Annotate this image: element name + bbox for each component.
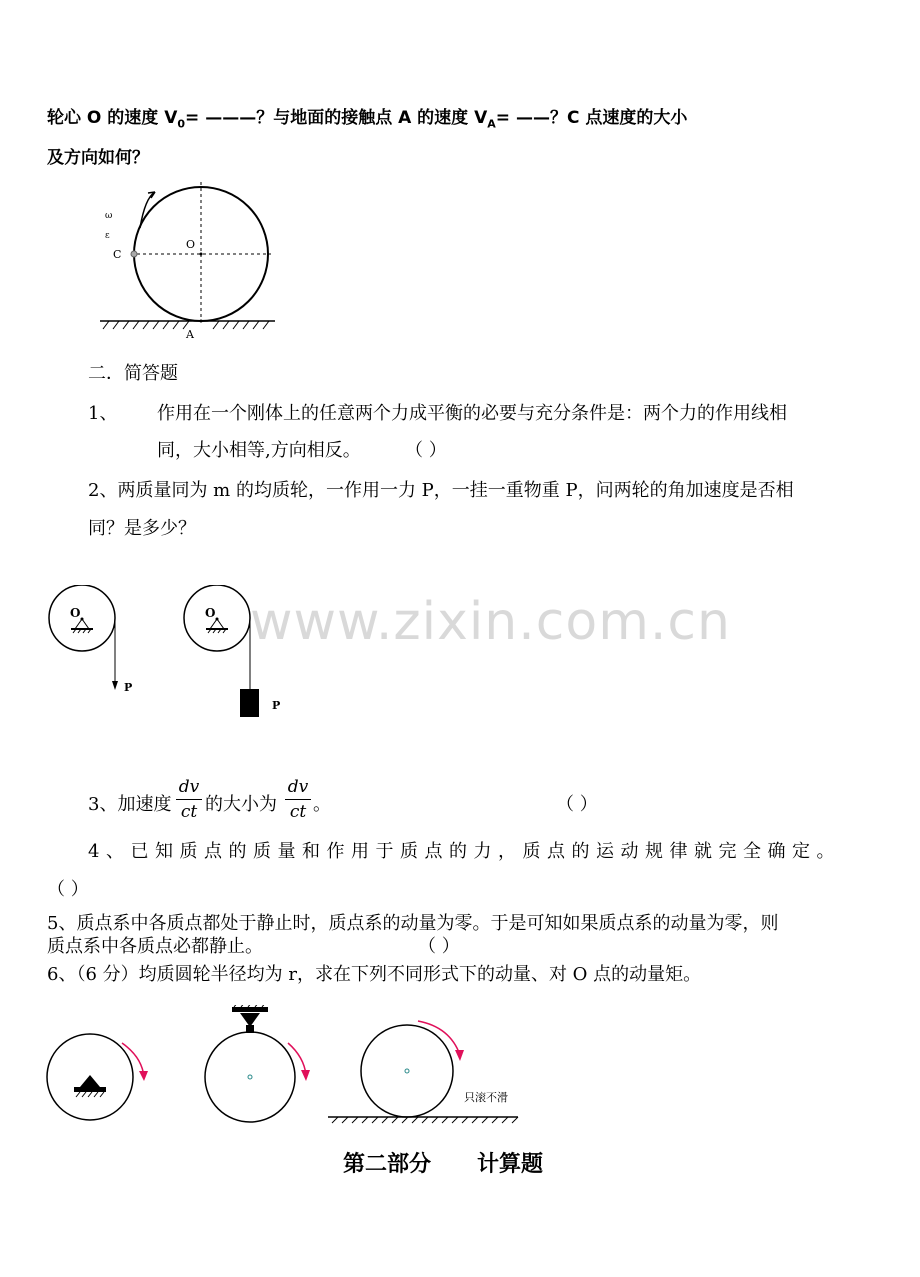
wheel-3-center-dot (405, 1069, 409, 1073)
q3-frac2-denominator: ct (289, 802, 307, 822)
wheel-2-rotation-arrow-icon (301, 1070, 310, 1081)
label-a: A (186, 328, 194, 341)
q1-line1: 作用在一个刚体上的任意两个力成平衡的必要与充分条件是：两个力的作用线相 (157, 403, 787, 424)
three-wheels-figure (40, 1005, 540, 1130)
left-label-p: P (124, 681, 133, 694)
top-question-line1: 轮心 O 的速度 $V_0=$ ———？与地面的接触点 A 的速度 $V_A=$ ——？C 点速度的大小 (47, 108, 688, 131)
wheel-2-center-dot (248, 1075, 252, 1079)
q1-answer-bracket: （ ） (405, 440, 447, 461)
q4-answer-bracket: （ ） (47, 879, 89, 900)
q3-prefix: 3、加速度 (88, 794, 172, 815)
wheel-2-pin-icon (240, 1013, 260, 1027)
q3-frac1-numerator: dv (178, 777, 200, 797)
q1-number: 1、 (88, 403, 118, 424)
wheel-1-hatch-icon (76, 1092, 104, 1097)
rolling-without-slipping-label: 只滚不滑 (464, 1091, 508, 1104)
q1-line2: 同，大小相等,方向相反。 (157, 440, 361, 461)
wheel-3-ground-hatch-icon (332, 1117, 518, 1123)
q5-answer-bracket: （ ） (418, 936, 460, 957)
q2-line1: 2、两质量同为 m 的均质轮，一作用一力 P，一挂一重物重 P，问两轮的角加速度是否相 (88, 480, 794, 501)
q5-line1: 5、质点系中各质点都处于静止时，质点系的动量为零。于是可知如果质点系的动量为零，则 (47, 913, 779, 934)
point-c-dot (131, 251, 137, 257)
label-o: O (186, 238, 196, 251)
right-label-o: O (205, 606, 216, 620)
q3-fraction-1 (176, 777, 202, 822)
rolling-wheel-figure (95, 180, 285, 345)
q5-line2: 质点系中各质点必都静止。 (47, 936, 263, 957)
point-a-dot (200, 320, 203, 323)
q2-line2: 同？是多少？ (88, 518, 196, 539)
center-dot (200, 253, 203, 256)
top-question-line2: 及方向如何？ (47, 148, 149, 168)
q3-suffix: 。 (313, 794, 331, 815)
wheel-3-circle (361, 1025, 453, 1117)
left-force-arrow-icon (112, 681, 118, 690)
wheel-2-ceiling (232, 1007, 268, 1012)
part-two-title: 第二部分 计算题 (343, 1151, 543, 1177)
q3-fraction-2 (285, 777, 311, 822)
wheel-1-rotation-arrow-icon (139, 1071, 148, 1081)
q4-line1: 4、已知质点的质量和作用于质点的力，质点的运动规律就完全确定。 (88, 841, 841, 862)
q6-line1: 6、（6 分）均质圆轮半径均为 r，求在下列不同形式下的动量、对 O 点的动量矩。 (47, 964, 702, 985)
wheel-3-rotation-arrow-icon (455, 1050, 464, 1061)
watermark-text: www.zixin.com.cn (250, 592, 731, 652)
wheel-1-pin-icon (80, 1075, 100, 1087)
q3-middle: 的大小为 (205, 794, 277, 815)
q3-answer-bracket: （ ） (556, 794, 598, 815)
left-label-o: O (70, 606, 81, 620)
wheel-2-circle (205, 1032, 295, 1122)
section-title: 二．简答题 (88, 363, 178, 384)
hanging-weight (240, 689, 259, 717)
label-c: C (113, 248, 122, 261)
omega-label: ω (105, 211, 113, 221)
q3-frac2-numerator: dv (287, 777, 309, 797)
epsilon-label: ε (105, 231, 110, 241)
right-label-p: P (272, 699, 281, 712)
two-pulleys-figure (40, 585, 300, 725)
q3-frac1-denominator: ct (180, 802, 198, 822)
